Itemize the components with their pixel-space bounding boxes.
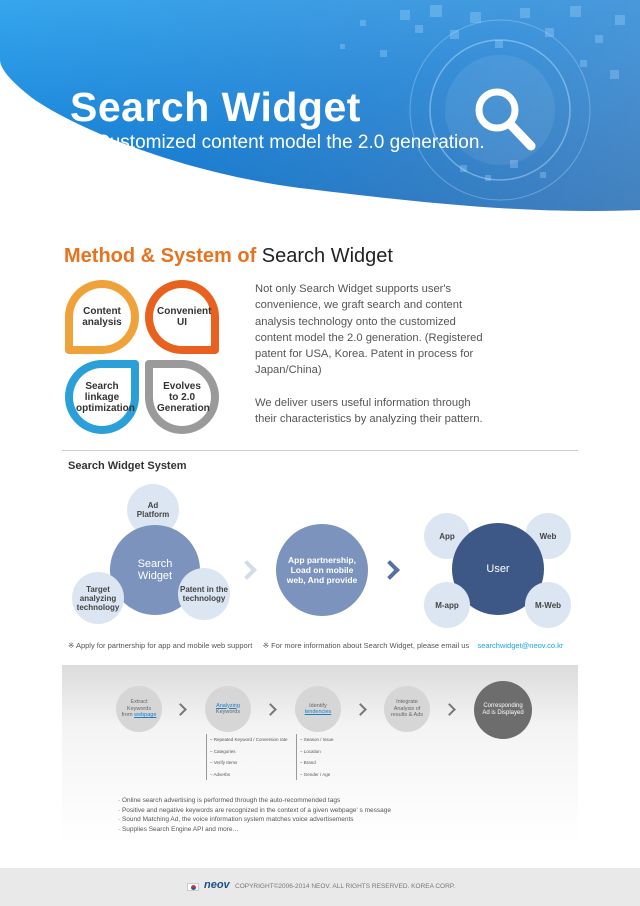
- note-partnership: ※ Apply for partnership for app and mobile web support: [68, 641, 253, 650]
- method-paragraph: We deliver users useful information through their characteristics by analyzing their pattern.: [255, 396, 483, 426]
- flow-step-identify: Identify tendencies: [295, 686, 341, 732]
- korea-flag-icon: [187, 883, 199, 891]
- method-title: [64, 245, 393, 268]
- satellite-target-analyzing: Target analyzing technology: [72, 572, 124, 624]
- satellite-patent: Patent in the technology: [178, 568, 230, 620]
- chevron-right-icon: [237, 560, 257, 580]
- method-description: [255, 281, 495, 443]
- method-title-main: Search Widget: [256, 245, 393, 267]
- system-title: Search Widget System: [68, 460, 187, 472]
- method-title-accent: Method & System of: [64, 245, 257, 267]
- petal-content-analysis: Content analysis: [65, 280, 139, 354]
- flow-step-integrate: Integrate Analysis of results & Ads: [384, 686, 430, 732]
- satellite-app: App: [424, 513, 470, 559]
- user-circle: User: [452, 523, 544, 615]
- list-item: · Online search advertising is performed through the auto-recommended tags: [118, 797, 341, 804]
- system-notes: [68, 641, 563, 650]
- search-widget-circle: Search Widget: [110, 525, 200, 615]
- footer-logo: neov: [204, 879, 230, 891]
- satellite-ad-platform: Ad Platform: [127, 484, 179, 536]
- flow-step-displayed: Corresponding Ad is Displayed: [474, 681, 532, 739]
- petal-convenient-ui: Convenient UI: [145, 280, 219, 354]
- email-link[interactable]: searchwidget@neov.co.kr: [477, 641, 564, 650]
- flow-step-extract: Extract Keywords from webpage: [116, 686, 162, 732]
- hero-subtitle: Customized content model the 2.0 generation.: [96, 132, 485, 153]
- app-partnership-circle: App partnership, Load on mobile web, And provide: [276, 524, 368, 616]
- tendency-list: – Season / Issue – Location – Brand – Gender / Age: [296, 734, 334, 780]
- note-contact: ※ For more information about Search Widget, please email us: [262, 641, 470, 650]
- satellite-m-app: M-app: [424, 582, 470, 628]
- petal-evolves: Evolves to 2.0 Generation: [145, 360, 219, 434]
- chevron-right-icon: [380, 560, 400, 580]
- satellite-m-web: M-Web: [525, 582, 571, 628]
- list-item: · Supplies Search Engine API and more…: [118, 825, 240, 833]
- list-item: · Positive and negative keywords are recognized in the context of a given webpage' s message: [118, 806, 391, 814]
- list-item: · Sound Matching Ad, the voice information system matches voice advertisements: [118, 816, 354, 823]
- petal-search-linkage: Search linkage optimization: [65, 360, 139, 434]
- hero-banner: [0, 0, 640, 215]
- section-divider: [62, 450, 578, 451]
- method-paragraph: Not only Search Widget supports user's convenience, we graft search and content analysis technology onto the customized content model the 2.0 generation. (Registered patent for USA, Korea. Patent in process for Japan/China): [255, 283, 483, 377]
- hero-title: Search Widget: [70, 84, 361, 130]
- flow-step-analyzing: Analyzing Keywords: [205, 686, 251, 732]
- keyword-list: – Repeated Keyword / Conversion rate – Categories – Verify Items – Adverbs: [206, 734, 288, 780]
- satellite-web: Web: [525, 513, 571, 559]
- footer-copyright: COPYRIGHT©2006-2014 NEOV. ALL RIGHTS RESERVED. KOREA CORP.: [235, 883, 456, 890]
- feature-bullets: [118, 796, 391, 834]
